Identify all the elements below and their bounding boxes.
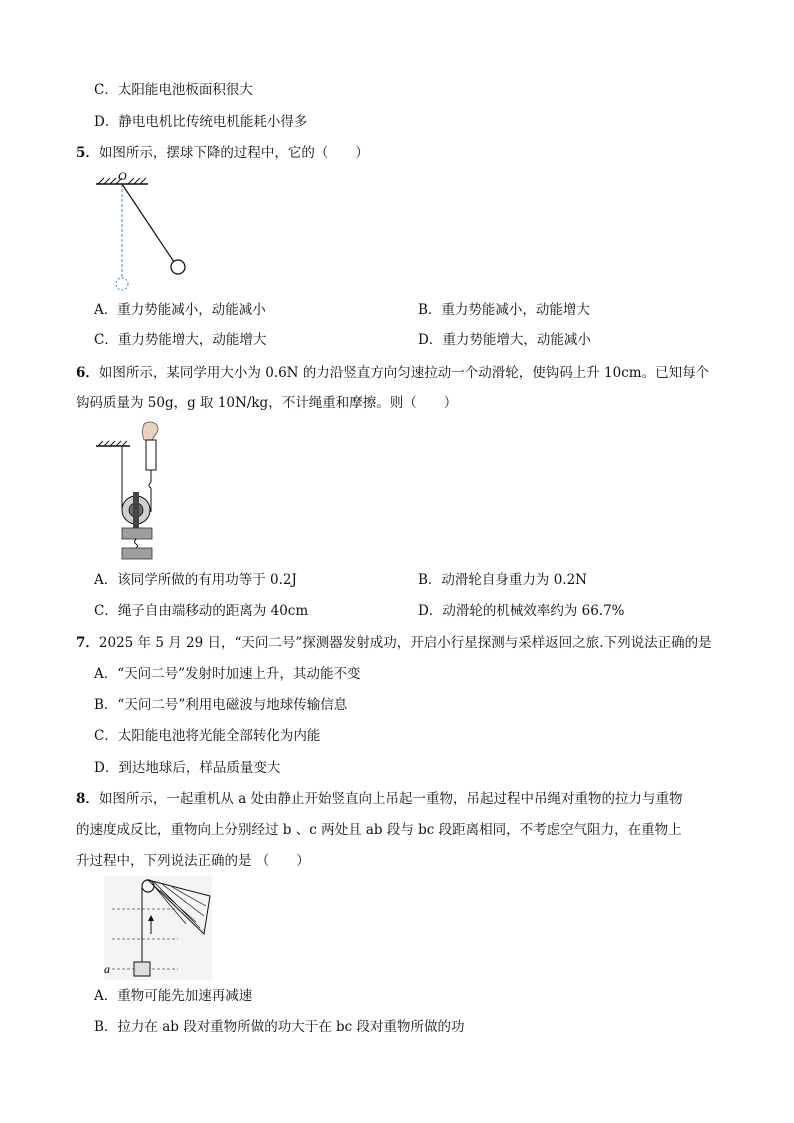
q5-stem bbox=[76, 143, 369, 163]
q7-stem bbox=[76, 633, 712, 653]
q6-number: 6． bbox=[76, 365, 99, 381]
q8-stem-text-1: 如图所示，一起重机从 a 处由静止开始竖直向上吊起一重物，吊起过程中吊绳对重物的拉力与重物 bbox=[98, 791, 683, 807]
q4-option-c: C．太阳能电池板面积很大 bbox=[94, 82, 253, 98]
q8-option-a: A．重物可能先加速再减速 bbox=[94, 988, 253, 1004]
pendulum-ball bbox=[171, 260, 185, 274]
q6-option-b: B．动滑轮自身重力为 0.2N bbox=[418, 572, 587, 588]
q5-stem-text: 如图所示，摆球下降的过程中，它的（ ） bbox=[98, 145, 369, 161]
q6-option-a: A．该同学所做的有用功等于 0.2J bbox=[94, 572, 297, 588]
q8-option-b: B．拉力在 ab 段对重物所做的功大于在 bc 段对重物所做的功 bbox=[94, 1019, 465, 1035]
q7-option-a: A．“天问二号”发射时加速上升，其动能不变 bbox=[94, 666, 361, 682]
q5-option-a: A．重力势能减小，动能减小 bbox=[94, 302, 266, 318]
spring-scale bbox=[146, 440, 156, 470]
crane-figure bbox=[100, 876, 216, 980]
q7-option-d: D．到达地球后，样品质量变大 bbox=[94, 760, 281, 776]
q5-option-d: D．重力势能增大，动能减小 bbox=[418, 332, 591, 348]
q7-stem-text: 2025 年 5 月 29 日，“天问二号”探测器发射成功，开启小行星探测与采样返回之旅.下列说法正确的是 bbox=[98, 635, 712, 651]
q6-stem-line2: 钩码质量为 50g，g 取 10N/kg，不计绳重和摩擦。则（ ） bbox=[76, 395, 458, 411]
q7-option-c: C．太阳能电池将光能全部转化为内能 bbox=[94, 728, 321, 744]
q5-option-b: B．重力势能减小，动能增大 bbox=[418, 302, 590, 318]
position-label-a: a bbox=[104, 962, 110, 976]
q8-number: 8． bbox=[76, 791, 99, 807]
crane-weight bbox=[134, 962, 150, 976]
crane-pulley bbox=[142, 880, 154, 892]
q4-option-d: D．静电电机比传统电机能耗小得多 bbox=[94, 114, 308, 130]
hook-weight-2 bbox=[122, 548, 152, 559]
pendulum-figure bbox=[92, 166, 202, 292]
q5-option-c: C．重力势能增大，动能增大 bbox=[94, 332, 267, 348]
q8-stem-line3: 升过程中，下列说法正确的是 （ ） bbox=[76, 853, 310, 869]
hand-icon bbox=[142, 422, 158, 440]
pulley-figure bbox=[92, 420, 172, 565]
q7-option-b: B．“天问二号”利用电磁波与地球传输信息 bbox=[94, 697, 348, 713]
q7-number: 7． bbox=[76, 635, 99, 651]
q6-stem-line1 bbox=[76, 363, 709, 383]
lowest-position-ball bbox=[116, 278, 128, 290]
hook-weight-1 bbox=[122, 528, 152, 539]
q6-stem-text-1: 如图所示，某同学用大小为 0.6N 的力沿竖直方向匀速拉动一个动滑轮，使钩码上升 10cm。已知每个 bbox=[98, 365, 710, 381]
pendulum-string bbox=[122, 184, 174, 262]
q6-option-c: C．绳子自由端移动的距离为 40cm bbox=[94, 603, 309, 619]
pivot-label-o: O bbox=[118, 169, 127, 183]
q6-option-d: D．动滑轮的机械效率约为 66.7% bbox=[418, 603, 625, 619]
q8-stem-line1 bbox=[76, 789, 683, 809]
q5-number: 5． bbox=[76, 145, 99, 161]
q8-stem-line2: 的速度成反比，重物向上分别经过 b 、c 两处且 ab 段与 bc 段距离相同，不考虑空气阻力，在重物上 bbox=[76, 822, 682, 838]
